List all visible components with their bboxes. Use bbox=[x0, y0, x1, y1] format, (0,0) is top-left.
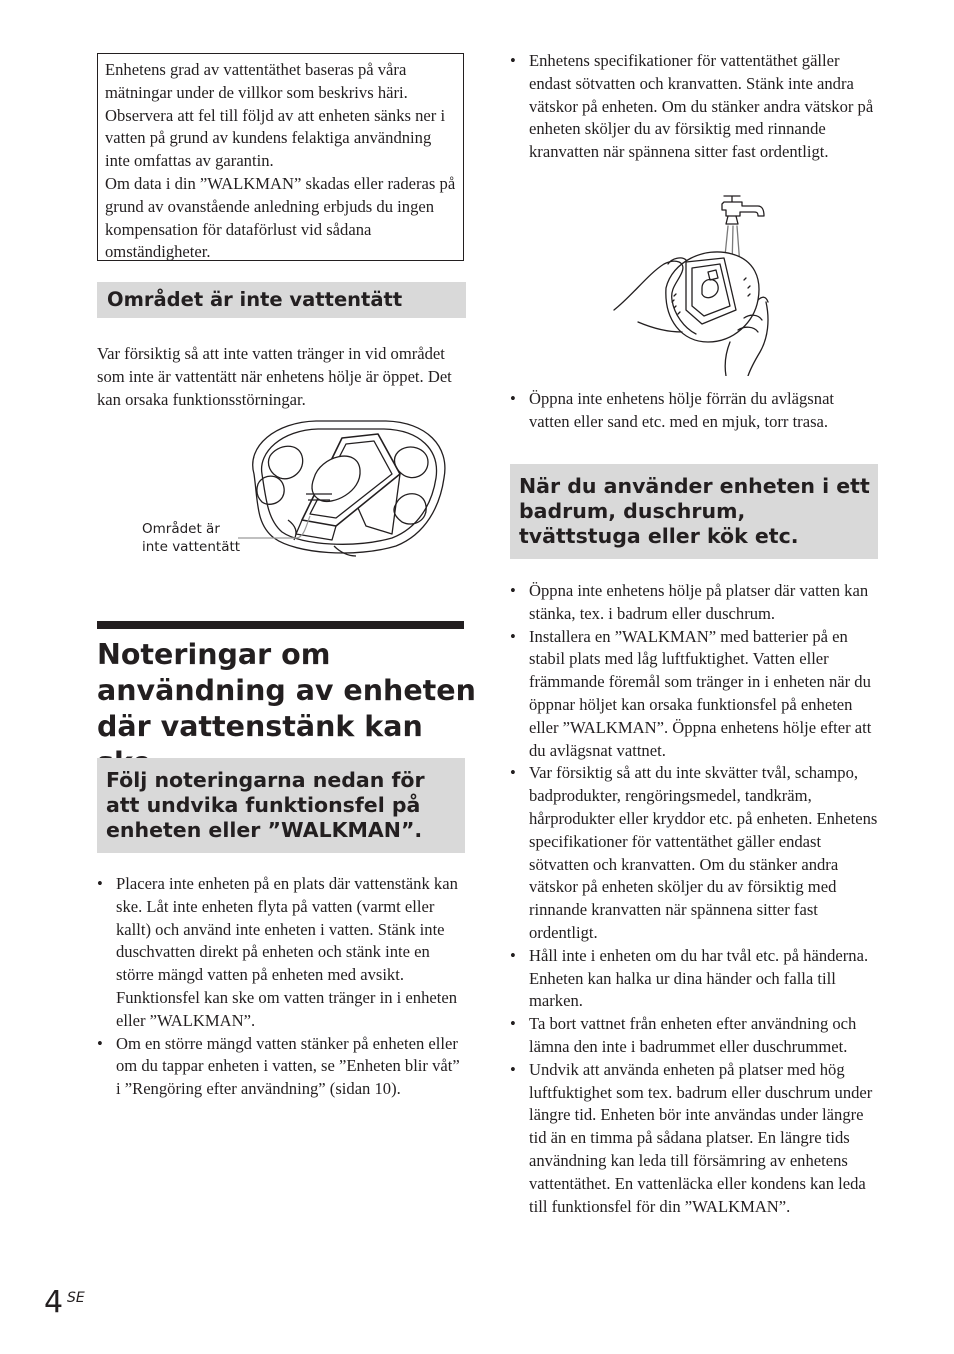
list-item: • Öppna inte enhetens hölje på platser där vatten kan stänka, tex. i badrum eller duschrum. bbox=[510, 580, 878, 626]
non-waterproof-area-text: Var försiktig så att inte vatten tränger in vid området som inte är vattentätt när enhetens hölje är öppet. Det kan orsaka funktionsstörningar. bbox=[97, 344, 452, 409]
warranty-note-box bbox=[97, 53, 464, 261]
callout-line-1: Området är bbox=[142, 521, 220, 537]
dry-before-open-list bbox=[510, 388, 878, 434]
rinse-note-list bbox=[510, 50, 878, 164]
data-loss-note-text: Om data i din ”WALKMAN” skadas eller raderas på grund av ovanstående anledning erbjuds du ingen kompensation för dataförlust vid sådana omständigheter. bbox=[105, 173, 456, 262]
follow-notes-list bbox=[97, 873, 463, 1101]
list-item: • Ta bort vattnet från enheten efter användning och lämna den inte i badrummet eller duschrummet. bbox=[510, 1013, 878, 1059]
page-number: 4 bbox=[44, 1285, 64, 1320]
warranty-note-text: Enhetens grad av vattentäthet baseras på våra mätningar under de villkor som beskrivs häri. Observera att fel till följd av att enheten sänks ner i vatten på grund av kundens felaktiga användning inte omfattas av garantin. bbox=[105, 60, 446, 171]
list-item: • Undvik att använda enheten på platser med hög luftfuktighet som tex. badrum eller duschrum under längre tid. Enheten bör inte användas under längre tid än en timma på sådana platser. En längre tids användning kan leda till försämring av enhetens vattentäthet. En vattenläcka eller kondens kan leda till funktionsfel för din ”WALKMAN”. bbox=[510, 1059, 878, 1219]
main-title-line-1: Noteringar om bbox=[97, 638, 331, 671]
bathroom-heading: När du använder enheten i ett badrum, duschrum, tvättstuga eller kök etc. bbox=[510, 464, 878, 559]
open-device-illustration bbox=[236, 416, 460, 562]
list-item: • Enhetens specifikationer för vattentäthet gäller endast sötvatten och kranvatten. Stänk inte andra vätskor på enheten. Om du stänker andra vätskor på enheten sköljer du av försiktig med rinnande kranvatten när spännena sitter fast ordentligt. bbox=[510, 50, 878, 164]
callout-line-2: inte vattentätt bbox=[142, 538, 241, 555]
main-title-line-2: användning av enheten bbox=[97, 674, 476, 707]
list-item: • Placera inte enheten på en plats där vattenstänk kan ske. Låt inte enheten flyta på vatten (varmt eller kallt) och använd inte enheten i vatten. Stänk inte duschvatten direkt på enheten och stänk inte en större mängd vatten på enheten med avsikt. Funktionsfel kan ske om vatten tränger in i enheten eller ”WALKMAN”. bbox=[97, 873, 463, 1033]
list-item: • Håll inte i enheten om du har tvål etc. på händerna. Enheten kan halka ur dina händer och falla till marken. bbox=[510, 945, 878, 1013]
non-waterproof-area-callout bbox=[142, 521, 240, 556]
main-title-line-3: där vattenstänk kan bbox=[97, 710, 423, 743]
list-item: • Var försiktig så att du inte skvätter tvål, schampo, badprodukter, rengöringsmedel, tandkräm, hårprodukter eller kryddor etc. på enheten. Enhetens specifikationer för vattentäthet gäller endast sötvatten och kranvatten. Om du stänker andra vätskor på enheten sköljer du av försiktig med rinnande kranvatten när spännena sitter fast ordentligt. bbox=[510, 762, 878, 944]
non-waterproof-area-heading: Området är inte vattentätt bbox=[97, 282, 466, 318]
list-item: • Öppna inte enhetens hölje förrän du avlägsnat vatten eller sand etc. med en mjuk, torr trasa. bbox=[510, 388, 878, 434]
list-item: • Installera en ”WALKMAN” med batterier på en stabil plats med låg luftfuktighet. Vatten eller främmande föremål som tränger in i enheten när du öppnar höljet kan orsaka funktionsfel på enheten eller ”WALKMAN”. Öppna enhetens hölje efter att du avlägsnat vattnet. bbox=[510, 626, 878, 763]
bathroom-notes-list bbox=[510, 580, 878, 1218]
rinsing-under-tap-illustration bbox=[612, 192, 776, 376]
follow-notes-heading: Följ noteringarna nedan för att undvika funktionsfel på enheten eller ”WALKMAN”. bbox=[97, 758, 465, 853]
title-rule bbox=[97, 621, 464, 629]
list-item: • Om en större mängd vatten stänker på enheten eller om du tappar enheten i vatten, se ”Enheten blir våt” i ”Rengöring efter användning” (sidan 10). bbox=[97, 1033, 463, 1101]
language-code: SE bbox=[67, 1290, 85, 1306]
